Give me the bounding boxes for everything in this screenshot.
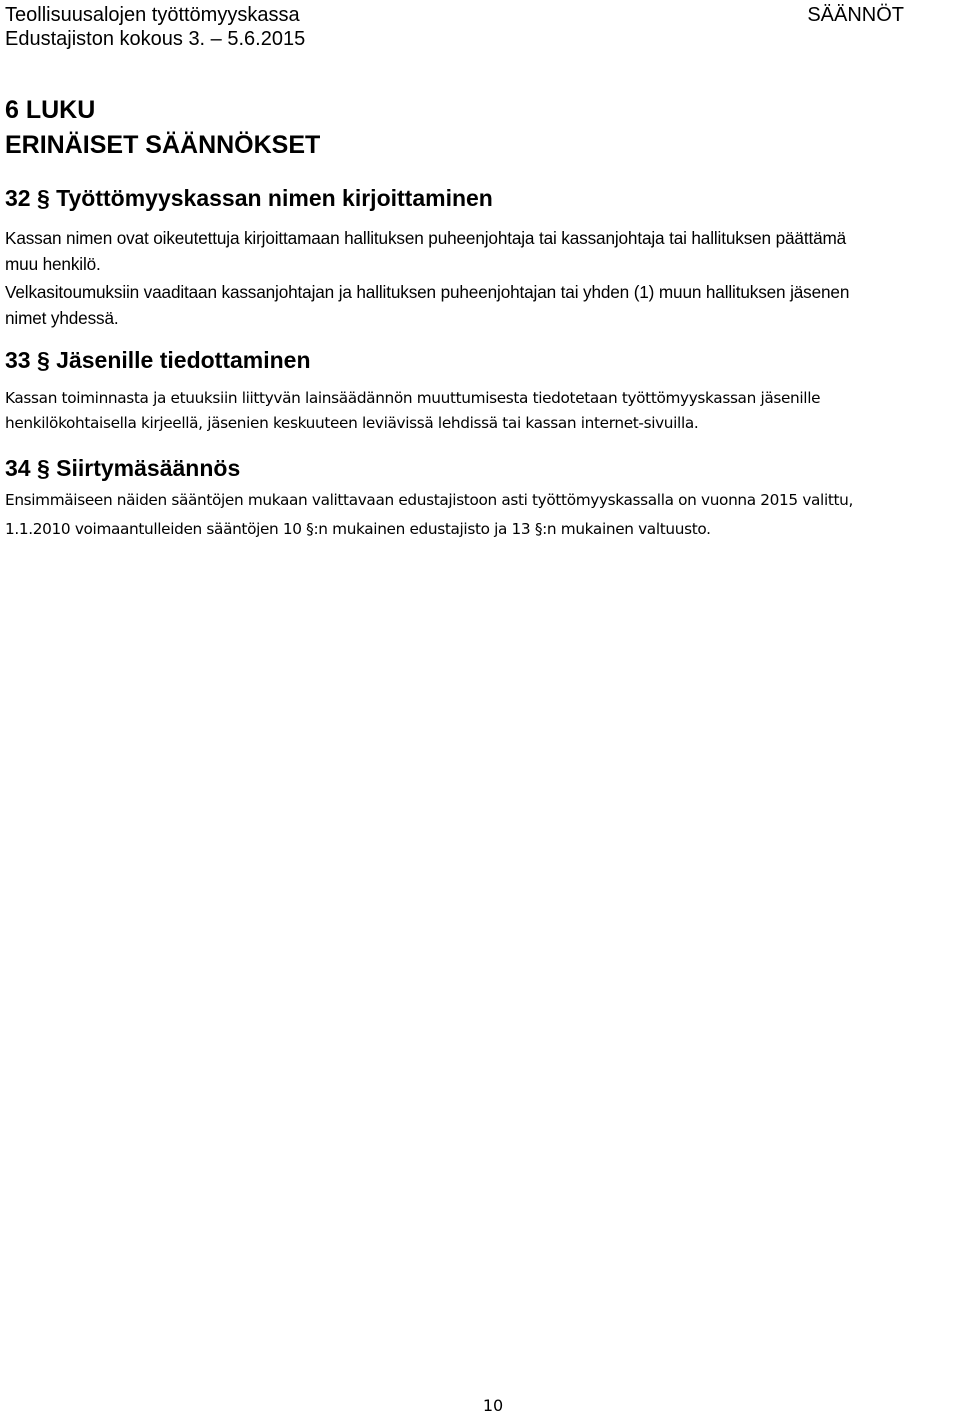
body-line: muu henkilö. [5, 254, 101, 274]
body-line: henkilökohtaisella kirjeellä, jäsenien keskuuteen leviävissä lehdissä tai kassan internet-sivuilla. [5, 414, 699, 432]
header-document-type: SÄÄNNÖT [807, 4, 904, 26]
header-meeting: Edustajiston kokous 3. – 5.6.2015 [5, 28, 306, 50]
page-number: 10 [482, 1396, 504, 1415]
body-line: Kassan toiminnasta ja etuuksiin liittyvän lainsäädännön muuttumisesta tiedotetaan työttömyyskassan jäsenille [5, 389, 821, 407]
chapter-title: ERINÄISET SÄÄNNÖKSET [5, 131, 321, 159]
section-34-body [5, 488, 960, 542]
body-line: Velkasitoumuksiin vaaditaan kassanjohtajan ja hallituksen puheenjohtajan tai yhden (1) muun hallituksen jäsenen [5, 282, 850, 302]
header-organization: Teollisuusalojen työttömyyskassa [5, 4, 300, 26]
body-line: 1.1.2010 voimaantulleiden sääntöjen 10 §:n mukainen edustajisto ja 13 §:n mukainen valtuusto. [5, 520, 711, 538]
section-34-heading: 34 § Siirtymäsäännös [5, 455, 241, 481]
chapter-number: 6 LUKU [5, 96, 96, 124]
body-line: nimet yhdessä. [5, 308, 119, 328]
section-33-body [5, 386, 960, 436]
section-33-heading: 33 § Jäsenille tiedottaminen [5, 347, 311, 373]
body-line: Kassan nimen ovat oikeutettuja kirjoittamaan hallituksen puheenjohtaja tai kassanjohtaja tai hallituksen päättämä [5, 228, 847, 248]
body-line: Ensimmäiseen näiden sääntöjen mukaan valittavaan edustajistoon asti työttömyyskassalla on vuonna 2015 valittu, [5, 491, 854, 509]
section-32-body [5, 225, 960, 331]
section-32-heading: 32 § Työttömyyskassan nimen kirjoittaminen [5, 185, 493, 211]
